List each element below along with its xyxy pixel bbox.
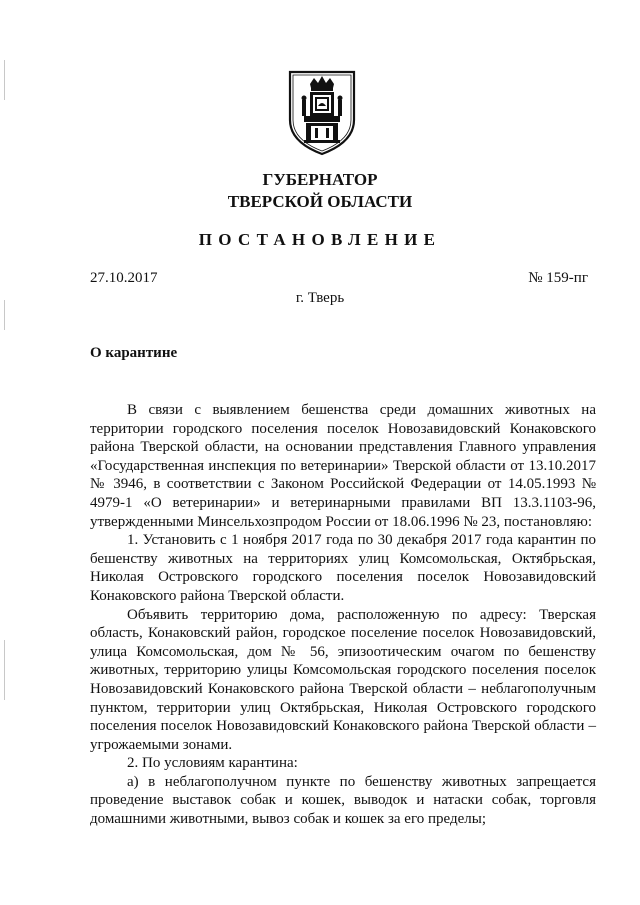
document-date: 27.10.2017 [90,270,158,286]
preamble-paragraph: В связи с выявлением бешенства среди домашних животных на территории городского поселения поселок Новозавидовский Конаковского района Тверской области, на основании представления Главного управления «Государственная инспекция по ветеринарии» Тверской области от 13.10.2017 № 3946, в соответствии с Законом Российской Федерации от 14.05.1993 № 4979-1 «О ветеринарии» и ветеринарными правилами ВП 13.3.1103-96, утвержденными Минсельхозпродом России от 18.06.1996 № 23, постановляю: [90,402,596,530]
document-body [90,401,596,829]
clause-paragraph: Объявить территорию дома, расположенную по адресу: Тверская область, Конаковский район, городское поселение поселок Новозавидовский, улица Комсомольская, дом № 56, эпизоотическим очагом по бешенству животных, территорию улицы Комсомольская городского поселения поселок Новозавидовский Конаковского района Тверской области – неблагополучным пунктом, территории улиц Октябрьская, Николая Островского городского поселения поселок Новозавидовский Конаковского района Тверской области – угрожаемыми зонами. [90,606,596,753]
document-type: ПОСТАНОВЛЕНИЕ [198,230,442,249]
document-city: г. Тверь [295,290,345,306]
clause-paragraph: 2. По условиям карантина: [127,755,298,772]
tver-region-coat-of-arms-icon [288,70,356,156]
clause-paragraph: 1. Установить с 1 ноября 2017 года по 30 декабря 2017 года карантин по бешенству животных на территориях улиц Комсомольская, Октябрьская, Николая Островского городского поселения поселок Новозавидовский Конаковского района Тверской области. [90,532,596,604]
authority-title: ГУБЕРНАТОР [262,170,378,189]
authority-region: ТВЕРСКОЙ ОБЛАСТИ [227,192,413,211]
issuing-authority [0,169,640,213]
scan-edge-mark [4,640,5,700]
document-number: № 159-пг [528,270,588,286]
scan-edge-mark [4,60,5,100]
clause-paragraph: а) в неблагополучном пункте по бешенству животных запрещается проведение выставок собак и кошек, выводок и натаски собак, торговля домашними животными, вывоз собак и кошек за его пределы; [90,773,596,828]
document-subject: О карантине [90,345,178,361]
